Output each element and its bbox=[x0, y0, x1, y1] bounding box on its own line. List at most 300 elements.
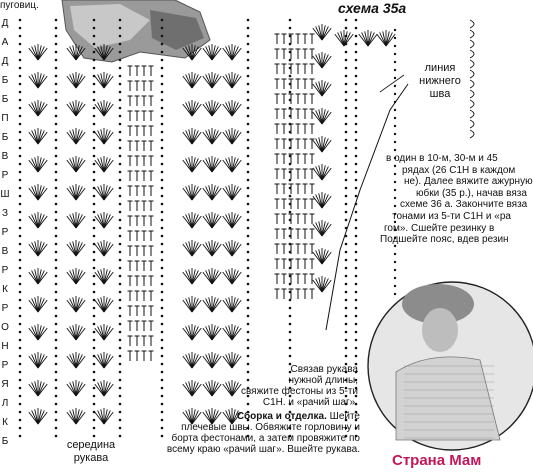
chain-dot bbox=[119, 107, 122, 110]
edge-arc bbox=[470, 40, 474, 48]
chain-dot bbox=[19, 283, 22, 286]
chain-dot bbox=[161, 275, 164, 278]
chain-dot bbox=[394, 133, 396, 135]
chain-dot bbox=[119, 195, 122, 198]
chain-dot bbox=[55, 283, 58, 286]
chain-dot bbox=[345, 179, 348, 182]
chain-dot bbox=[55, 91, 58, 94]
chain-dot bbox=[345, 51, 348, 54]
margin-letter: Н bbox=[1, 341, 9, 352]
right-text-line: тонами из 5-ти С1Н и «ра bbox=[392, 210, 511, 222]
chain-dot bbox=[161, 227, 164, 230]
chain-dot bbox=[161, 43, 164, 46]
hem-line-label-3: шва bbox=[429, 88, 451, 100]
chain-dot bbox=[247, 131, 250, 134]
chain-dot bbox=[55, 147, 58, 150]
margin-letter: Б bbox=[1, 132, 9, 143]
margin-letter: В bbox=[1, 246, 9, 257]
chain-dot bbox=[19, 171, 22, 174]
sleeve-text-line: С1Н. и «рачий шаг». bbox=[262, 397, 358, 408]
chain-dot bbox=[161, 259, 164, 262]
chain-dot bbox=[355, 315, 358, 318]
chain-dot bbox=[119, 115, 122, 118]
chain-dot bbox=[19, 179, 22, 182]
chain-dot bbox=[19, 419, 22, 422]
margin-letter: З bbox=[1, 208, 9, 219]
chain-dot bbox=[355, 43, 358, 46]
chain-dot bbox=[55, 395, 58, 398]
chain-dot bbox=[55, 195, 58, 198]
chain-dot bbox=[161, 307, 164, 310]
chain-dot bbox=[55, 139, 58, 142]
chain-dot bbox=[55, 363, 58, 366]
chain-dot bbox=[93, 227, 96, 230]
chain-dot bbox=[355, 307, 358, 310]
chain-dot bbox=[19, 19, 22, 22]
chain-dot bbox=[119, 323, 122, 326]
chain-dot bbox=[19, 411, 22, 414]
chain-dot bbox=[289, 339, 292, 342]
chain-dot bbox=[161, 291, 164, 294]
chain-dot bbox=[355, 251, 358, 254]
chain-dot bbox=[161, 163, 164, 166]
chain-dot bbox=[247, 355, 250, 358]
chain-dot bbox=[119, 75, 122, 78]
chain-dot bbox=[55, 331, 58, 334]
chain-dot bbox=[55, 203, 58, 206]
chain-dot bbox=[161, 107, 164, 110]
chain-dot bbox=[19, 435, 22, 438]
left-margin-letters bbox=[0, 18, 10, 455]
chain-dot bbox=[394, 149, 396, 151]
chain-dot bbox=[119, 235, 122, 238]
chain-dot bbox=[119, 315, 122, 318]
chain-dot bbox=[19, 347, 22, 350]
chain-dot bbox=[55, 155, 58, 158]
chain-dot bbox=[119, 283, 122, 286]
chain-dot bbox=[355, 299, 358, 302]
chain-dot bbox=[119, 51, 122, 54]
chain-dot bbox=[345, 315, 348, 318]
chain-dot bbox=[355, 347, 358, 350]
margin-letter: Д bbox=[1, 56, 9, 67]
chain-dot bbox=[289, 19, 292, 22]
chain-dot bbox=[119, 179, 122, 182]
chain-dot bbox=[247, 187, 250, 190]
chain-dot bbox=[355, 163, 358, 166]
chain-dot bbox=[247, 291, 250, 294]
chain-dot bbox=[19, 123, 22, 126]
chain-dot bbox=[93, 403, 96, 406]
chain-dot bbox=[19, 155, 22, 158]
chain-dot bbox=[19, 275, 22, 278]
chain-dot bbox=[93, 195, 96, 198]
chain-dot bbox=[355, 171, 358, 174]
chain-dot bbox=[345, 67, 348, 70]
chain-dot bbox=[55, 291, 58, 294]
chain-dot bbox=[19, 139, 22, 142]
chain-dot bbox=[394, 61, 396, 63]
right-text-line: не). Далее вяжите ажурную bbox=[404, 176, 533, 188]
chain-dot bbox=[247, 203, 250, 206]
chain-dot bbox=[55, 27, 58, 30]
chain-dot bbox=[247, 195, 250, 198]
chain-dot bbox=[161, 219, 164, 222]
chain-dot bbox=[355, 75, 358, 78]
chain-dot bbox=[355, 275, 358, 278]
chain-dot bbox=[93, 59, 96, 62]
chain-dot bbox=[247, 115, 250, 118]
chain-dot bbox=[345, 171, 348, 174]
chain-dot bbox=[161, 323, 164, 326]
chain-dot bbox=[19, 371, 22, 374]
chain-dot bbox=[161, 67, 164, 70]
chain-dot bbox=[119, 83, 122, 86]
chain-dot bbox=[161, 91, 164, 94]
chain-dot bbox=[161, 35, 164, 38]
chain-dot bbox=[55, 339, 58, 342]
chain-dot bbox=[93, 371, 96, 374]
chain-dot bbox=[93, 339, 96, 342]
chain-dot bbox=[161, 131, 164, 134]
chain-dot bbox=[93, 51, 96, 54]
chain-dot bbox=[93, 203, 96, 206]
chain-dot bbox=[345, 299, 348, 302]
chain-dot bbox=[161, 195, 164, 198]
photo-bottom-model bbox=[368, 282, 533, 450]
chain-dot bbox=[55, 355, 58, 358]
hem-line-label-1: линия bbox=[424, 62, 456, 74]
chain-dot bbox=[394, 141, 396, 143]
chain-dot bbox=[93, 291, 96, 294]
chain-dot bbox=[345, 59, 348, 62]
margin-letter: Р bbox=[1, 265, 9, 276]
chain-dot bbox=[119, 163, 122, 166]
chain-dot bbox=[19, 163, 22, 166]
chain-dot bbox=[93, 251, 96, 254]
chain-dot bbox=[345, 19, 348, 22]
chain-dot bbox=[119, 131, 122, 134]
assembly-line: всему краю «рачий шаг». Вшейте рукава. bbox=[166, 444, 360, 455]
watermark: Страна Мам bbox=[392, 452, 482, 469]
chain-dot bbox=[19, 323, 22, 326]
chain-dot bbox=[345, 339, 348, 342]
chain-dot bbox=[355, 27, 358, 30]
chain-dot bbox=[247, 155, 250, 158]
chain-dot bbox=[161, 203, 164, 206]
chain-dot bbox=[345, 91, 348, 94]
chain-dot bbox=[289, 211, 292, 214]
chain-dot bbox=[161, 339, 164, 342]
chain-dot bbox=[19, 35, 22, 38]
chain-dot bbox=[93, 379, 96, 382]
chain-dot bbox=[355, 179, 358, 182]
chain-dot bbox=[119, 419, 122, 422]
chain-dot bbox=[289, 75, 292, 78]
chain-dot bbox=[119, 27, 122, 30]
chain-dot bbox=[394, 69, 396, 71]
chain-dot bbox=[247, 75, 250, 78]
chain-dot bbox=[55, 307, 58, 310]
assembly-line: борта фестонами, а затем провяжите по bbox=[171, 433, 360, 444]
chain-dot bbox=[93, 155, 96, 158]
chain-dot bbox=[93, 179, 96, 182]
chain-dot bbox=[161, 387, 164, 390]
chain-dot bbox=[345, 131, 348, 134]
hem-label-leader bbox=[380, 75, 404, 92]
chain-dot bbox=[355, 331, 358, 334]
chain-dot bbox=[161, 315, 164, 318]
right-text-line: юбки (35 р.), начав вяза bbox=[416, 187, 527, 199]
chain-dot bbox=[55, 179, 58, 182]
chain-dot bbox=[289, 323, 292, 326]
chain-dot bbox=[345, 211, 348, 214]
chain-dot bbox=[247, 251, 250, 254]
chain-dot bbox=[247, 163, 250, 166]
chain-dot bbox=[55, 123, 58, 126]
chain-dot bbox=[345, 147, 348, 150]
chain-dot bbox=[247, 275, 250, 278]
chain-dot bbox=[345, 243, 348, 246]
assembly-line: Шейте bbox=[329, 411, 360, 422]
chain-dot bbox=[345, 291, 348, 294]
margin-letter: Б bbox=[1, 75, 9, 86]
assembly-line: плечевые швы. Обвяжите горловину и bbox=[181, 422, 360, 433]
chain-dot bbox=[345, 251, 348, 254]
chain-dot bbox=[93, 435, 96, 438]
chain-dot bbox=[19, 91, 22, 94]
chain-dot bbox=[93, 259, 96, 262]
chain-dot bbox=[394, 253, 396, 255]
chain-dot bbox=[161, 75, 164, 78]
chain-dot bbox=[19, 107, 22, 110]
chain-dot bbox=[55, 387, 58, 390]
chain-dot bbox=[19, 387, 22, 390]
chain-dot bbox=[119, 355, 122, 358]
chain-dot bbox=[119, 155, 122, 158]
chain-dot bbox=[19, 51, 22, 54]
chain-dot bbox=[247, 259, 250, 262]
chain-dot bbox=[119, 43, 122, 46]
chain-dot bbox=[355, 355, 358, 358]
margin-letter: Р bbox=[1, 170, 9, 181]
chain-dot bbox=[161, 379, 164, 382]
chain-dot bbox=[289, 179, 292, 182]
chain-dot bbox=[345, 307, 348, 310]
chain-dot bbox=[355, 107, 358, 110]
chain-dot bbox=[55, 371, 58, 374]
chain-dot bbox=[55, 323, 58, 326]
chain-dot bbox=[247, 51, 250, 54]
chain-dot bbox=[355, 115, 358, 118]
edge-arc bbox=[470, 50, 474, 58]
chain-dot bbox=[247, 43, 250, 46]
chain-dot bbox=[55, 411, 58, 414]
chain-dot bbox=[93, 347, 96, 350]
chain-dot bbox=[19, 67, 22, 70]
chain-dot bbox=[355, 123, 358, 126]
chain-dot bbox=[55, 131, 58, 134]
chain-dot bbox=[345, 139, 348, 142]
chain-dot bbox=[55, 83, 58, 86]
chain-dot bbox=[394, 37, 396, 39]
chain-dot bbox=[19, 267, 22, 270]
chain-dot bbox=[394, 77, 396, 79]
chain-dot bbox=[119, 411, 122, 414]
chain-dot bbox=[355, 147, 358, 150]
photo-face bbox=[422, 308, 458, 352]
chain-dot bbox=[161, 123, 164, 126]
chain-dot bbox=[355, 139, 358, 142]
chain-dot bbox=[19, 115, 22, 118]
chain-dot bbox=[55, 187, 58, 190]
chain-dot bbox=[345, 195, 348, 198]
chain-dot bbox=[355, 187, 358, 190]
chain-dot bbox=[161, 403, 164, 406]
chain-dot bbox=[19, 27, 22, 30]
chain-dot bbox=[93, 35, 96, 38]
chain-dot bbox=[355, 59, 358, 62]
chain-dot bbox=[119, 307, 122, 310]
margin-letter: К bbox=[2, 417, 8, 428]
chain-dot bbox=[55, 163, 58, 166]
chain-dot bbox=[55, 251, 58, 254]
chain-dot bbox=[289, 347, 292, 350]
chain-dot bbox=[247, 323, 250, 326]
chain-dot bbox=[55, 35, 58, 38]
chain-dot bbox=[55, 435, 58, 438]
sleeve-middle-label-1: середина bbox=[66, 439, 116, 451]
chain-dot bbox=[119, 395, 122, 398]
chain-dot bbox=[247, 123, 250, 126]
chain-dot bbox=[55, 219, 58, 222]
chain-dot bbox=[55, 299, 58, 302]
chain-dot bbox=[119, 59, 122, 62]
chain-dot bbox=[93, 387, 96, 390]
chain-dot bbox=[394, 125, 396, 127]
chain-dot bbox=[161, 363, 164, 366]
chain-dot bbox=[394, 269, 396, 271]
chain-dot bbox=[55, 315, 58, 318]
chain-dot bbox=[19, 259, 22, 262]
chain-dot bbox=[394, 285, 396, 287]
chain-dot bbox=[55, 243, 58, 246]
chain-dot bbox=[247, 339, 250, 342]
chain-dot bbox=[119, 267, 122, 270]
chain-dot bbox=[19, 43, 22, 46]
chain-dot bbox=[55, 51, 58, 54]
chain-dot bbox=[119, 99, 122, 102]
chain-dot bbox=[55, 379, 58, 382]
margin-letter: Л bbox=[1, 398, 9, 409]
chain-dot bbox=[119, 219, 122, 222]
chain-dot bbox=[355, 155, 358, 158]
chain-dot bbox=[247, 19, 250, 22]
chain-dot bbox=[55, 211, 58, 214]
right-text-line: гом». Сшейте резинку в bbox=[384, 222, 495, 234]
chain-dot bbox=[55, 427, 58, 430]
chain-dot bbox=[93, 115, 96, 118]
chain-dot bbox=[247, 139, 250, 142]
chain-dot bbox=[55, 67, 58, 70]
sleeve-middle-label bbox=[56, 439, 126, 465]
edge-arc bbox=[470, 110, 474, 118]
chain-dot bbox=[161, 355, 164, 358]
chain-dot bbox=[93, 235, 96, 238]
chain-dot bbox=[345, 99, 348, 102]
chain-dot bbox=[355, 283, 358, 286]
chain-dot bbox=[161, 147, 164, 150]
chain-dot bbox=[119, 363, 122, 366]
chain-dot bbox=[247, 35, 250, 38]
edge-arc bbox=[470, 120, 474, 128]
chain-dot bbox=[93, 139, 96, 142]
chain-dot bbox=[19, 291, 22, 294]
chain-dot bbox=[247, 147, 250, 150]
chain-dot bbox=[19, 195, 22, 198]
chain-dot bbox=[93, 219, 96, 222]
chain-dot bbox=[93, 19, 96, 22]
chain-dot bbox=[161, 155, 164, 158]
chain-dot bbox=[247, 315, 250, 318]
chain-dot bbox=[289, 331, 292, 334]
sleeve-middle-label-2: рукава bbox=[73, 452, 109, 464]
chain-dot bbox=[119, 339, 122, 342]
chain-dot bbox=[355, 227, 358, 230]
chain-dot bbox=[345, 123, 348, 126]
chain-dot bbox=[355, 35, 358, 38]
chain-dot bbox=[93, 363, 96, 366]
chain-dot bbox=[247, 171, 250, 174]
chain-dot bbox=[119, 243, 122, 246]
chain-dot bbox=[289, 91, 292, 94]
margin-letter: Д bbox=[1, 18, 9, 29]
chain-dot bbox=[247, 179, 250, 182]
chain-dot bbox=[247, 59, 250, 62]
chain-dot bbox=[19, 59, 22, 62]
margin-letter: О bbox=[1, 322, 9, 333]
chain-dot bbox=[289, 307, 292, 310]
chain-dot bbox=[345, 267, 348, 270]
chain-dot bbox=[93, 123, 96, 126]
chain-dot bbox=[119, 427, 122, 430]
chain-dot bbox=[19, 403, 22, 406]
chain-dot bbox=[55, 267, 58, 270]
chain-dot bbox=[161, 243, 164, 246]
chain-dot bbox=[161, 27, 164, 30]
chain-dot bbox=[93, 323, 96, 326]
chain-dot bbox=[161, 51, 164, 54]
chain-dot bbox=[19, 379, 22, 382]
chain-dot bbox=[119, 187, 122, 190]
chain-dot bbox=[355, 99, 358, 102]
chain-dot bbox=[19, 355, 22, 358]
chain-dot bbox=[119, 403, 122, 406]
chain-dot bbox=[119, 67, 122, 70]
chain-dot bbox=[355, 267, 358, 270]
chain-dot bbox=[93, 283, 96, 286]
chain-dot bbox=[161, 267, 164, 270]
chain-dot bbox=[345, 83, 348, 86]
chain-dot bbox=[19, 187, 22, 190]
chain-dot bbox=[19, 299, 22, 302]
chain-dot bbox=[119, 291, 122, 294]
chain-dot bbox=[355, 243, 358, 246]
chain-dot bbox=[119, 139, 122, 142]
chain-dot bbox=[93, 67, 96, 70]
chain-dot bbox=[247, 211, 250, 214]
chain-dot bbox=[247, 67, 250, 70]
